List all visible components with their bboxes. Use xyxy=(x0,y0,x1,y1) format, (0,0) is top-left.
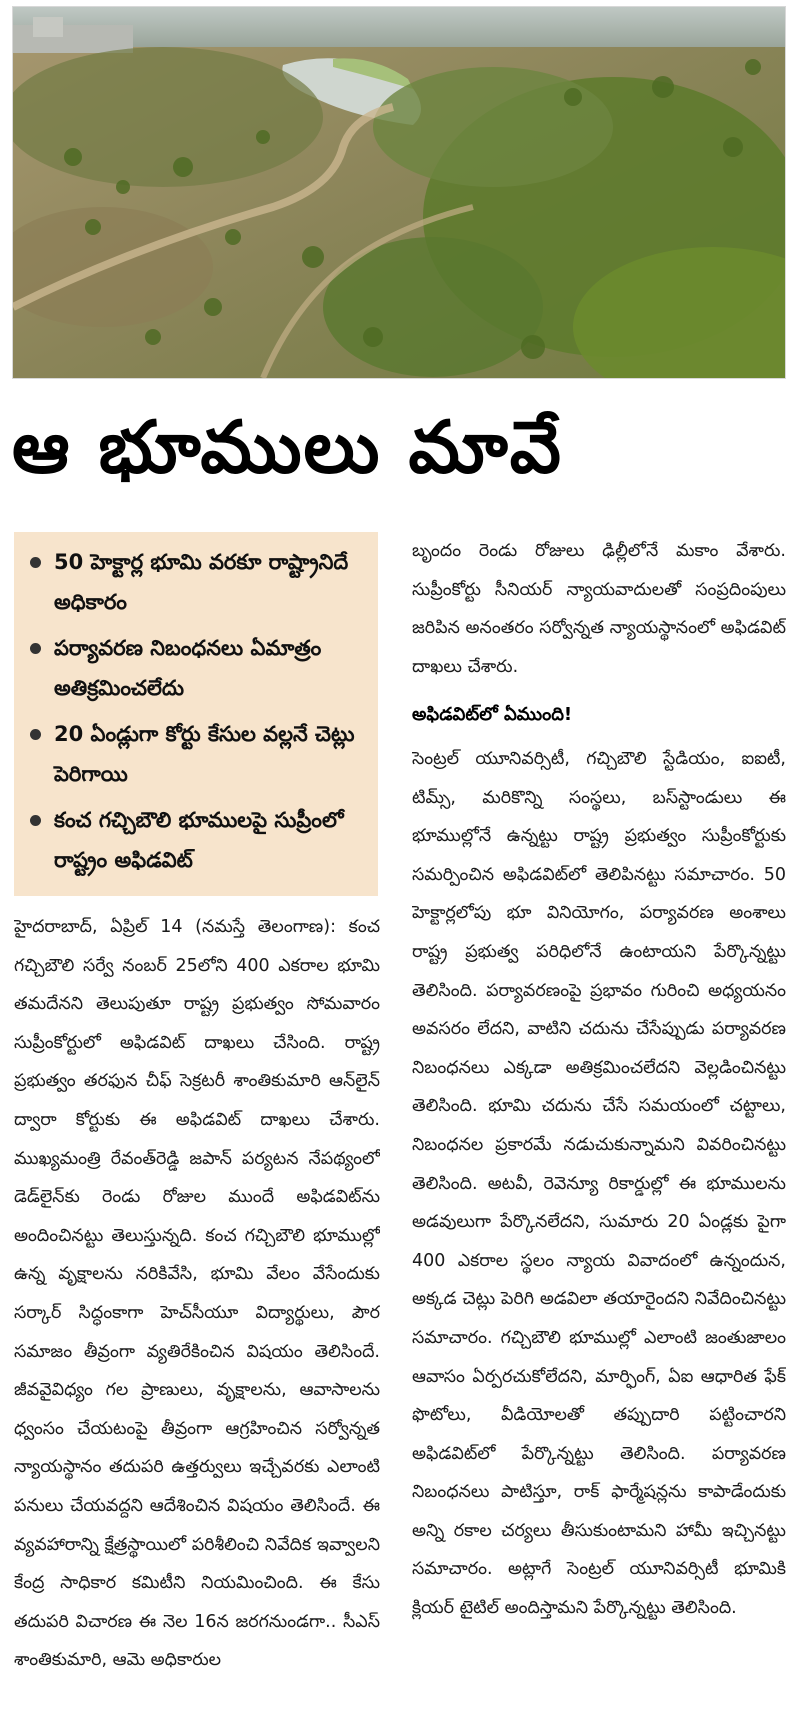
highlight-item xyxy=(26,628,366,708)
highlight-text: పర్యావరణ నిబంధనలు ఏమాత్రం అతిక్రమించలేదు xyxy=(54,636,322,700)
aerial-forest-photo xyxy=(12,6,786,379)
article-left-column xyxy=(14,908,380,1706)
article-paragraph: బృందం రెండు రోజులు ఢిల్లీలోనే మకాం వేశారు. సుప్రీంకోర్టు సీనియర్ న్యాయవాదులతో సంప్రదింపులు జరిపిన అనంతరం సర్వోన్నత న్యాయస్థానంలో అఫిడవిట్ దాఖలు చేశారు. xyxy=(412,541,786,677)
article-right-column xyxy=(412,740,786,1702)
headline: ఆ భూములు మావే xyxy=(12,405,563,489)
article-paragraph: హైదరాబాద్, ఏప్రిల్ 14 (నమస్తే తెలంగాణ): కంచ గచ్చిబౌలి సర్వే నంబర్ 25లోని 400 ఎకరాల భూమి తమదేనని తెలుపుతూ రాష్ట్ర ప్రభుత్వం సోమవారం సుప్రీంకోర్టులో అఫిడవిట్ దాఖలు చేసింది. రాష్ట్ర ప్రభుత్వం తరఫున చీఫ్ సెక్రటరీ శాంతికుమారి ఆన్‌లైన్ ద్వారా కోర్టుకు ఈ అఫిడవిట్ దాఖలు చేశారు. ముఖ్యమంత్రి రేవంత్‌రెడ్డి జపాన్ పర్యటన నేపథ్యంలో డెడ్‌లైన్‌కు రెండు రోజుల ముందే అఫిడవిట్‌ను అందించినట్టు తెలుస్తున్నది. కంచ గచ్చిబౌలి భూముల్లో ఉన్న వృక్షాలను నరికివేసి, భూమి వేలం వేసేందుకు సర్కార్ సిద్ధంకాగా హెచ్‌సీయూ విద్యార్థులు, పౌర సమాజం తీవ్రంగా వ్యతిరేకించిన విషయం తెలిసిందే. జీవవైవిధ్యం గల ప్రాణులు, వృక్షాలను, ఆవాసాలను ధ్వంసం చేయటంపై తీవ్రంగా ఆగ్రహించిన సర్వోన్నత న్యాయస్థానం తదుపరి ఉత్తర్వులు ఇచ్చేవరకు ఎలాంటి పనులు చేయవద్దని ఆదేశించిన విషయం తెలిసిందే. ఈ వ్యవహారాన్ని క్షేత్రస్థాయిలో పరిశీలించి నివేదిక ఇవ్వాలని కేంద్ర సాధికార కమిటీని నియమించింది. ఈ కేసు తదుపరి విచారణ ఈ నెల 16న జరగనుండగా.. సీఎస్ శాంతికుమారి, ఆమె అధికారుల xyxy=(14,917,380,1671)
highlight-item xyxy=(26,800,366,880)
article-paragraph: సెంట్రల్ యూనివర్సిటీ, గచ్చిబౌలి స్టేడియం, ఐఐటీ, టిమ్స్, మరికొన్ని సంస్థలు, బస్‌స్టాండులు ఈ భూముల్లోనే ఉన్నట్టు రాష్ట్ర ప్రభుత్వం సుప్రీంకోర్టుకు సమర్పించిన అఫిడవిట్‌లో తెలిపినట్టు సమాచారం. 50 హెక్టార్లలోపు భూ వినియోగం, పర్యావరణ అంశాలు రాష్ట్ర ప్రభుత్వ పరిధిలోనే ఉంటాయని పేర్కొన్నట్టు తెలిసింది. పర్యావరణంపై ప్రభావం గురించి అధ్యయనం అవసరం లేదని, వాటిని చదును చేసేప్పుడు పర్యావరణ నిబంధనలు ఎక్కడా అతిక్రమించలేదని వెల్లడించినట్టు తెలిసింది. భూమి చదును చేసే సమయంలో చట్టాలు, నిబంధనల ప్రకారమే నడుచుకున్నామని వివరించినట్టు తెలిసింది. అటవీ, రెవెన్యూ రికార్డుల్లో ఈ భూములను అడవులుగా పేర్కొనలేదని, సుమారు 20 ఏండ్లకు పైగా 400 ఎకరాల స్థలం న్యాయ వివాదంలో ఉన్నందున, అక్కడ చెట్లు పెరిగి అడవిలా తయారైందని నివేదించినట్టు సమాచారం. గచ్చిబౌలి భూముల్లో ఎలాంటి జంతుజాలం ఆవాసం ఏర్పరచుకోలేదని, మార్ఫింగ్, ఏఐ ఆధారిత ఫేక్ ఫొటోలు, వీడియోలతో తప్పుదారి పట్టించారని అఫిడవిట్‌లో పేర్కొన్నట్టు తెలిసింది. పర్యావరణ నిబంధనలు పాటిస్తూ, రాక్ ఫార్మేషన్లను కాపాడేందుకు అన్ని రకాల చర్యలు తీసుకుంటామని హామీ ఇచ్చినట్టు సమాచారం. అట్లాగే సెంట్రల్ యూనివర్సిటీ భూమికి క్లియర్ టైటిల్ అందిస్తామని పేర్కొన్నట్టు తెలిసింది. xyxy=(412,749,786,1619)
highlights-box xyxy=(14,532,378,896)
highlight-text: 50 హెక్టార్ల భూమి వరకూ రాష్ట్రానిదే అధికారం xyxy=(54,550,349,614)
highlight-item xyxy=(26,714,366,794)
subheading: అఫిడవిట్‌లో ఏముంది! xyxy=(412,704,573,725)
bullet-icon xyxy=(30,557,41,568)
article-right-column-top xyxy=(412,532,786,692)
bullet-icon xyxy=(30,643,41,654)
bullet-icon xyxy=(30,729,41,740)
bullet-icon xyxy=(30,815,41,826)
highlight-item xyxy=(26,542,366,622)
aerial-forest-photo-icon xyxy=(13,7,785,378)
highlight-text: 20 ఏండ్లుగా కోర్టు కేసుల వల్లనే చెట్లు పెరిగాయి xyxy=(54,722,355,786)
highlight-text: కంచ గచ్చిబౌలి భూములపై సుప్రీంలో రాష్ట్రం అఫిడవిట్ xyxy=(54,808,344,872)
